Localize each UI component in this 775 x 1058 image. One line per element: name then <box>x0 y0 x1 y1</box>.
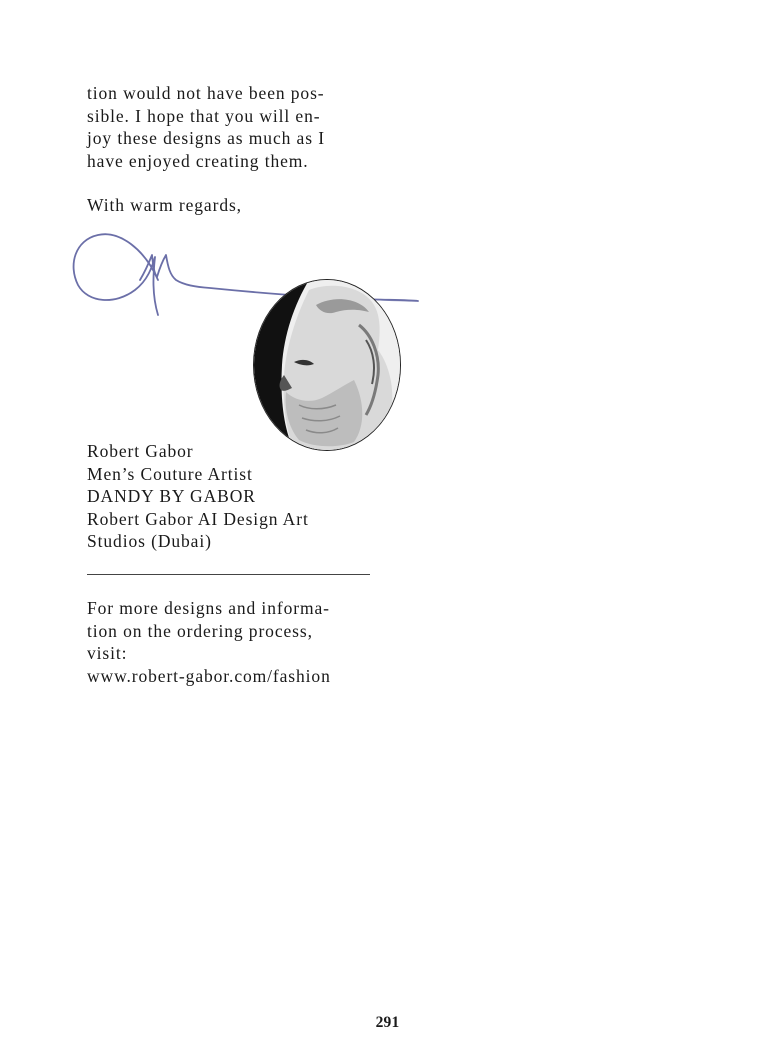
author-title: Men’s Couture Artist <box>87 463 253 484</box>
body-line: have enjoyed creating them. <box>87 150 309 171</box>
page-number: 291 <box>375 1014 400 1031</box>
letter-body-paragraph <box>87 82 387 172</box>
body-line: tion would not have been pos- <box>87 83 325 103</box>
info-line: For more designs and informa- <box>87 598 330 618</box>
brand-name: DANDY BY GABOR <box>87 486 256 506</box>
closing-line: With warm regards, <box>87 195 242 215</box>
info-line: visit: <box>87 643 128 663</box>
website-url: www.robert-gabor.com/fashion <box>87 665 331 686</box>
author-portrait <box>253 279 401 451</box>
studio-location: Studios (Dubai) <box>87 531 212 551</box>
info-line: tion on the ordering process, <box>87 620 313 641</box>
portrait-photo-icon <box>254 280 400 450</box>
closing-salutation <box>87 194 387 217</box>
more-info-paragraph <box>87 597 387 687</box>
body-line: sible. I hope that you will en- <box>87 105 321 126</box>
body-line: joy these designs as much as I <box>87 128 325 148</box>
author-name: Robert Gabor <box>87 441 194 461</box>
studio-name: Robert Gabor AI Design Art <box>87 508 309 529</box>
section-divider <box>87 574 370 575</box>
author-signoff <box>87 440 387 553</box>
